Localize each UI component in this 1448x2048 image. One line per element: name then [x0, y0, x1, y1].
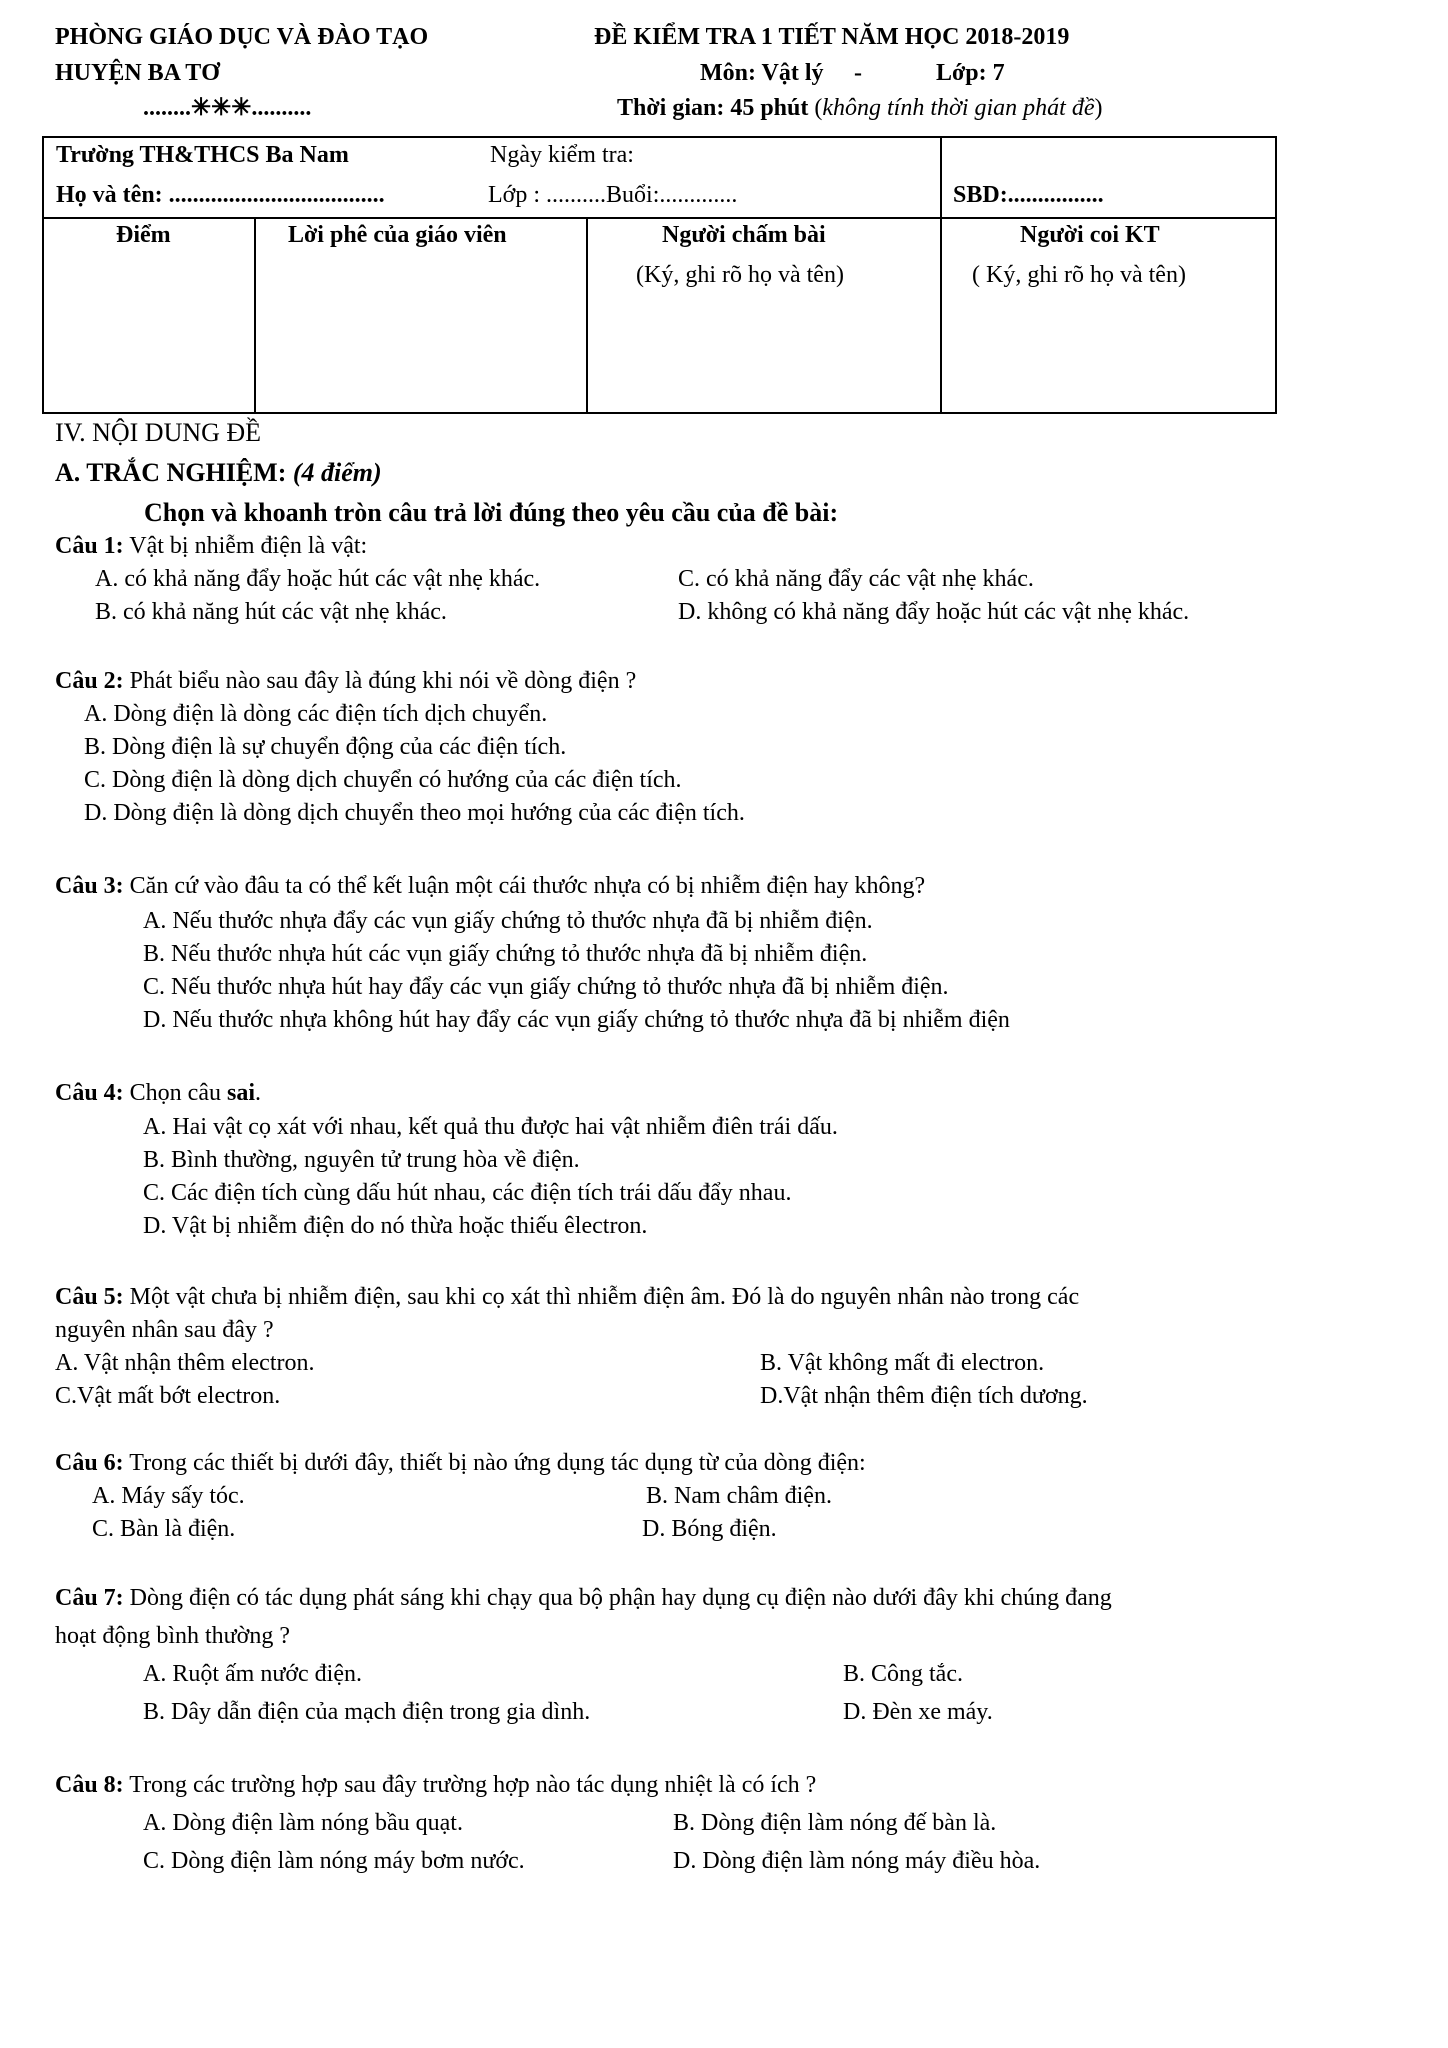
question-text: Trong các trường hợp sau đây trường hợp nào tác dụng nhiệt là có ích ?: [129, 1772, 817, 1798]
q8-option-a[interactable]: A. Dòng điện làm nóng bầu quạt.: [143, 1810, 463, 1836]
time-note-close: ): [1094, 95, 1103, 121]
subject-label: Môn: Vật lý: [700, 60, 824, 86]
q4-option-b[interactable]: B. Bình thường, nguyên tử trung hòa về điện.: [143, 1147, 580, 1173]
proctor-header: Người coi KT: [1020, 222, 1160, 248]
question-label: Câu 3:: [55, 873, 124, 899]
question-2: [55, 668, 636, 696]
q1-option-c[interactable]: C. có khả năng đẩy các vật nhẹ khác.: [678, 566, 1034, 592]
comment-header: Lời phê của giáo viên: [288, 222, 507, 248]
time-note-open: (: [814, 95, 823, 121]
grader-note: (Ký, ghi rõ họ và tên): [636, 262, 844, 288]
question-text: Trong các thiết bị dưới đây, thiết bị nào ứng dụng tác dụng từ của dòng điện:: [129, 1450, 866, 1476]
question-label: Câu 7:: [55, 1585, 124, 1611]
q7-option-b[interactable]: B. Công tắc.: [843, 1661, 963, 1687]
section-title: IV. NỘI DUNG ĐỀ: [55, 418, 262, 447]
question-7-line2: hoạt động bình thường ?: [55, 1623, 291, 1649]
q3-option-b[interactable]: B. Nếu thước nhựa hút các vụn giấy chứng tỏ thước nhựa đã bị nhiễm điện.: [143, 941, 868, 967]
question-label: Câu 5:: [55, 1284, 124, 1310]
q5-option-d[interactable]: D.Vật nhận thêm điện tích dương.: [760, 1383, 1088, 1409]
time-line: [617, 95, 1102, 123]
exam-date-field: Ngày kiểm tra:: [490, 142, 634, 168]
subject-dash: -: [854, 60, 862, 86]
question-label: Câu 4:: [55, 1080, 124, 1106]
question-emphasis: sai: [226, 1080, 255, 1106]
question-label: Câu 2:: [55, 668, 124, 694]
q6-option-c[interactable]: C. Bàn là điện.: [92, 1516, 236, 1542]
question-8: [55, 1772, 816, 1800]
q2-option-b[interactable]: B. Dòng điện là sự chuyển động của các điện tích.: [84, 734, 567, 760]
class-session-field: Lớp : ..........Buổi:.............: [488, 182, 738, 208]
question-6: [55, 1450, 866, 1478]
q7-option-d[interactable]: D. Đèn xe máy.: [843, 1699, 993, 1725]
question-5: [55, 1284, 1079, 1312]
q7-option-c[interactable]: B. Dây dẫn điện của mạch điện trong gia dình.: [143, 1699, 591, 1725]
question-text: Phát biểu nào sau đây là đúng khi nói về dòng điện ?: [129, 668, 637, 694]
header-ornament: ........✳✳✳..........: [143, 95, 312, 121]
q7-option-a[interactable]: A. Ruột ấm nước điện.: [143, 1661, 362, 1687]
question-7: [55, 1585, 1112, 1613]
question-label: Câu 8:: [55, 1772, 124, 1798]
proctor-note: ( Ký, ghi rõ họ và tên): [972, 262, 1186, 288]
part-a-title-line: [55, 458, 382, 488]
instruction: Chọn và khoanh tròn câu trả lời đúng theo yêu cầu của đề bài:: [144, 498, 839, 527]
q1-option-a[interactable]: A. có khả năng đẩy hoặc hút các vật nhẹ khác.: [95, 566, 541, 592]
question-text: Dòng điện có tác dụng phát sáng khi chạy qua bộ phận hay dụng cụ điện nào dưới đây khi chúng đang: [129, 1585, 1112, 1611]
q1-option-b[interactable]: B. có khả năng hút các vật nhẹ khác.: [95, 599, 447, 625]
time-label: Thời gian: 45 phút: [617, 95, 809, 121]
student-name-field: Họ và tên: ....................................: [56, 182, 385, 208]
q3-option-c[interactable]: C. Nếu thước nhựa hút hay đẩy các vụn giấy chứng tỏ thước nhựa đã bị nhiễm điện.: [143, 974, 949, 1000]
exam-title: ĐỀ KIỂM TRA 1 TIẾT NĂM HỌC 2018-2019: [594, 24, 1070, 50]
grader-header: Người chấm bài: [662, 222, 826, 248]
question-text: Chọn câu: [129, 1080, 221, 1106]
school-name: Trường TH&THCS Ba Nam: [56, 142, 349, 168]
time-note: không tính thời gian phát đề: [822, 95, 1095, 121]
q8-option-b[interactable]: B. Dòng điện làm nóng đế bàn là.: [673, 1810, 997, 1836]
question-label: Câu 1:: [55, 533, 124, 559]
part-a-title: A. TRẮC NGHIỆM:: [55, 458, 287, 487]
question-4: [55, 1080, 261, 1108]
q5-option-a[interactable]: A. Vật nhận thêm electron.: [55, 1350, 315, 1376]
department-name: PHÒNG GIÁO DỤC VÀ ĐÀO TẠO: [55, 24, 429, 50]
q6-option-b[interactable]: B. Nam châm điện.: [646, 1483, 832, 1509]
q2-option-c[interactable]: C. Dòng điện là dòng dịch chuyển có hướng của các điện tích.: [84, 767, 682, 793]
q5-option-c[interactable]: C.Vật mất bớt electron.: [55, 1383, 281, 1409]
sbd-field: SBD:................: [953, 182, 1104, 208]
q3-option-a[interactable]: A. Nếu thước nhựa đẩy các vụn giấy chứng tỏ thước nhựa đã bị nhiễm điện.: [143, 908, 873, 934]
grade-label: Lớp: 7: [936, 60, 1005, 86]
q2-option-d[interactable]: D. Dòng điện là dòng dịch chuyển theo mọi hướng của các điện tích.: [84, 800, 745, 826]
q4-option-c[interactable]: C. Các điện tích cùng dấu hút nhau, các điện tích trái dấu đẩy nhau.: [143, 1180, 792, 1206]
question-text: Căn cứ vào đâu ta có thể kết luận một cái thước nhựa có bị nhiễm điện hay không?: [129, 873, 926, 899]
question-1: [55, 533, 367, 561]
q5-option-b[interactable]: B. Vật không mất đi electron.: [760, 1350, 1045, 1376]
q1-option-d[interactable]: D. không có khả năng đẩy hoặc hút các vật nhẹ khác.: [678, 599, 1190, 625]
question-text-end: .: [255, 1080, 261, 1106]
question-text: Vật bị nhiễm điện là vật:: [129, 533, 368, 559]
q2-option-a[interactable]: A. Dòng điện là dòng các điện tích dịch chuyển.: [84, 701, 548, 727]
q8-option-d[interactable]: D. Dòng điện làm nóng máy điều hòa.: [673, 1848, 1041, 1874]
q6-option-d[interactable]: D. Bóng điện.: [642, 1516, 777, 1542]
question-label: Câu 6:: [55, 1450, 124, 1476]
district-name: HUYỆN BA TƠ: [55, 60, 220, 86]
q6-option-a[interactable]: A. Máy sấy tóc.: [92, 1483, 245, 1509]
q3-option-d[interactable]: D. Nếu thước nhựa không hút hay đẩy các vụn giấy chứng tỏ thước nhựa đã bị nhiễm điện: [143, 1007, 1010, 1033]
q8-option-c[interactable]: C. Dòng điện làm nóng máy bơm nước.: [143, 1848, 525, 1874]
question-3: [55, 873, 925, 901]
part-a-points: (4 điểm): [292, 458, 382, 487]
score-header: Điểm: [116, 222, 171, 248]
question-text: Một vật chưa bị nhiễm điện, sau khi cọ xát thì nhiễm điện âm. Đó là do nguyên nhân nào trong các: [129, 1284, 1080, 1310]
q4-option-d[interactable]: D. Vật bị nhiễm điện do nó thừa hoặc thiếu êlectron.: [143, 1213, 648, 1239]
question-5-line2: nguyên nhân sau đây ?: [55, 1317, 274, 1343]
q4-option-a[interactable]: A. Hai vật cọ xát với nhau, kết quả thu được hai vật nhiễm điên trái dấu.: [143, 1114, 838, 1140]
